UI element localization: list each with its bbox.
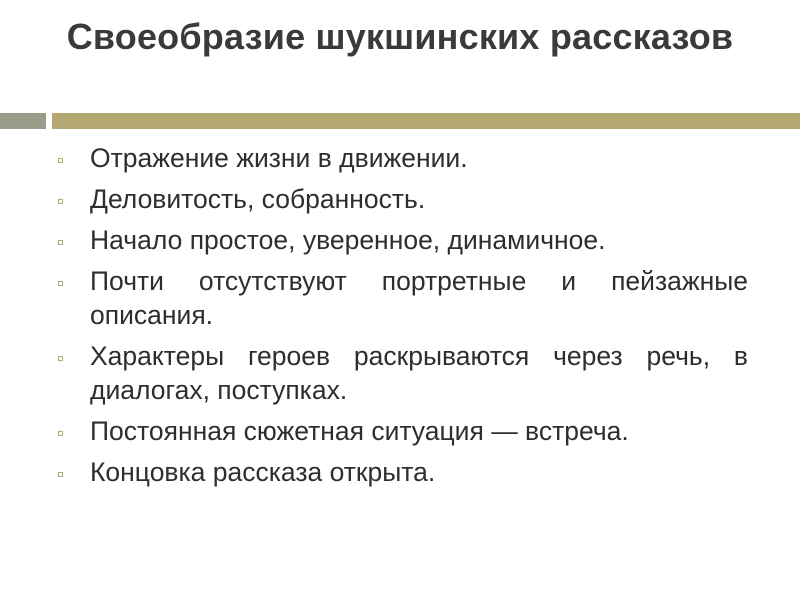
bullet-item	[58, 455, 748, 489]
bullet-text: Отражение жизни в движении.	[90, 143, 468, 173]
bullet-item	[58, 264, 748, 332]
bullet-text: Характеры героев раскрываются через речь, в диалогах, поступках.	[90, 341, 748, 405]
hollow-square-icon	[58, 356, 63, 361]
bullet-item	[58, 182, 748, 216]
slide-title: Своеобразие шукшинских рассказов	[66, 16, 734, 57]
bullet-item	[58, 223, 748, 257]
bullet-item	[58, 414, 748, 448]
bullet-item	[58, 141, 748, 175]
bullet-item	[58, 339, 748, 407]
hollow-square-icon	[58, 472, 63, 477]
hollow-square-icon	[58, 240, 63, 245]
bullet-list	[58, 141, 748, 496]
hollow-square-icon	[58, 281, 63, 286]
hollow-square-icon	[58, 199, 63, 204]
bullet-text: Почти отсутствуют портретные и пейзажные описания.	[90, 266, 748, 330]
bullet-text: Начало простое, уверенное, динамичное.	[90, 225, 606, 255]
title-rule-right	[52, 113, 800, 129]
bullet-text: Постоянная сюжетная ситуация — встреча.	[90, 416, 629, 446]
hollow-square-icon	[58, 158, 63, 163]
bullet-text: Деловитость, собранность.	[90, 184, 426, 214]
bullet-text: Концовка рассказа открыта.	[90, 457, 436, 487]
hollow-square-icon	[58, 431, 63, 436]
title-rule-left	[0, 113, 46, 129]
